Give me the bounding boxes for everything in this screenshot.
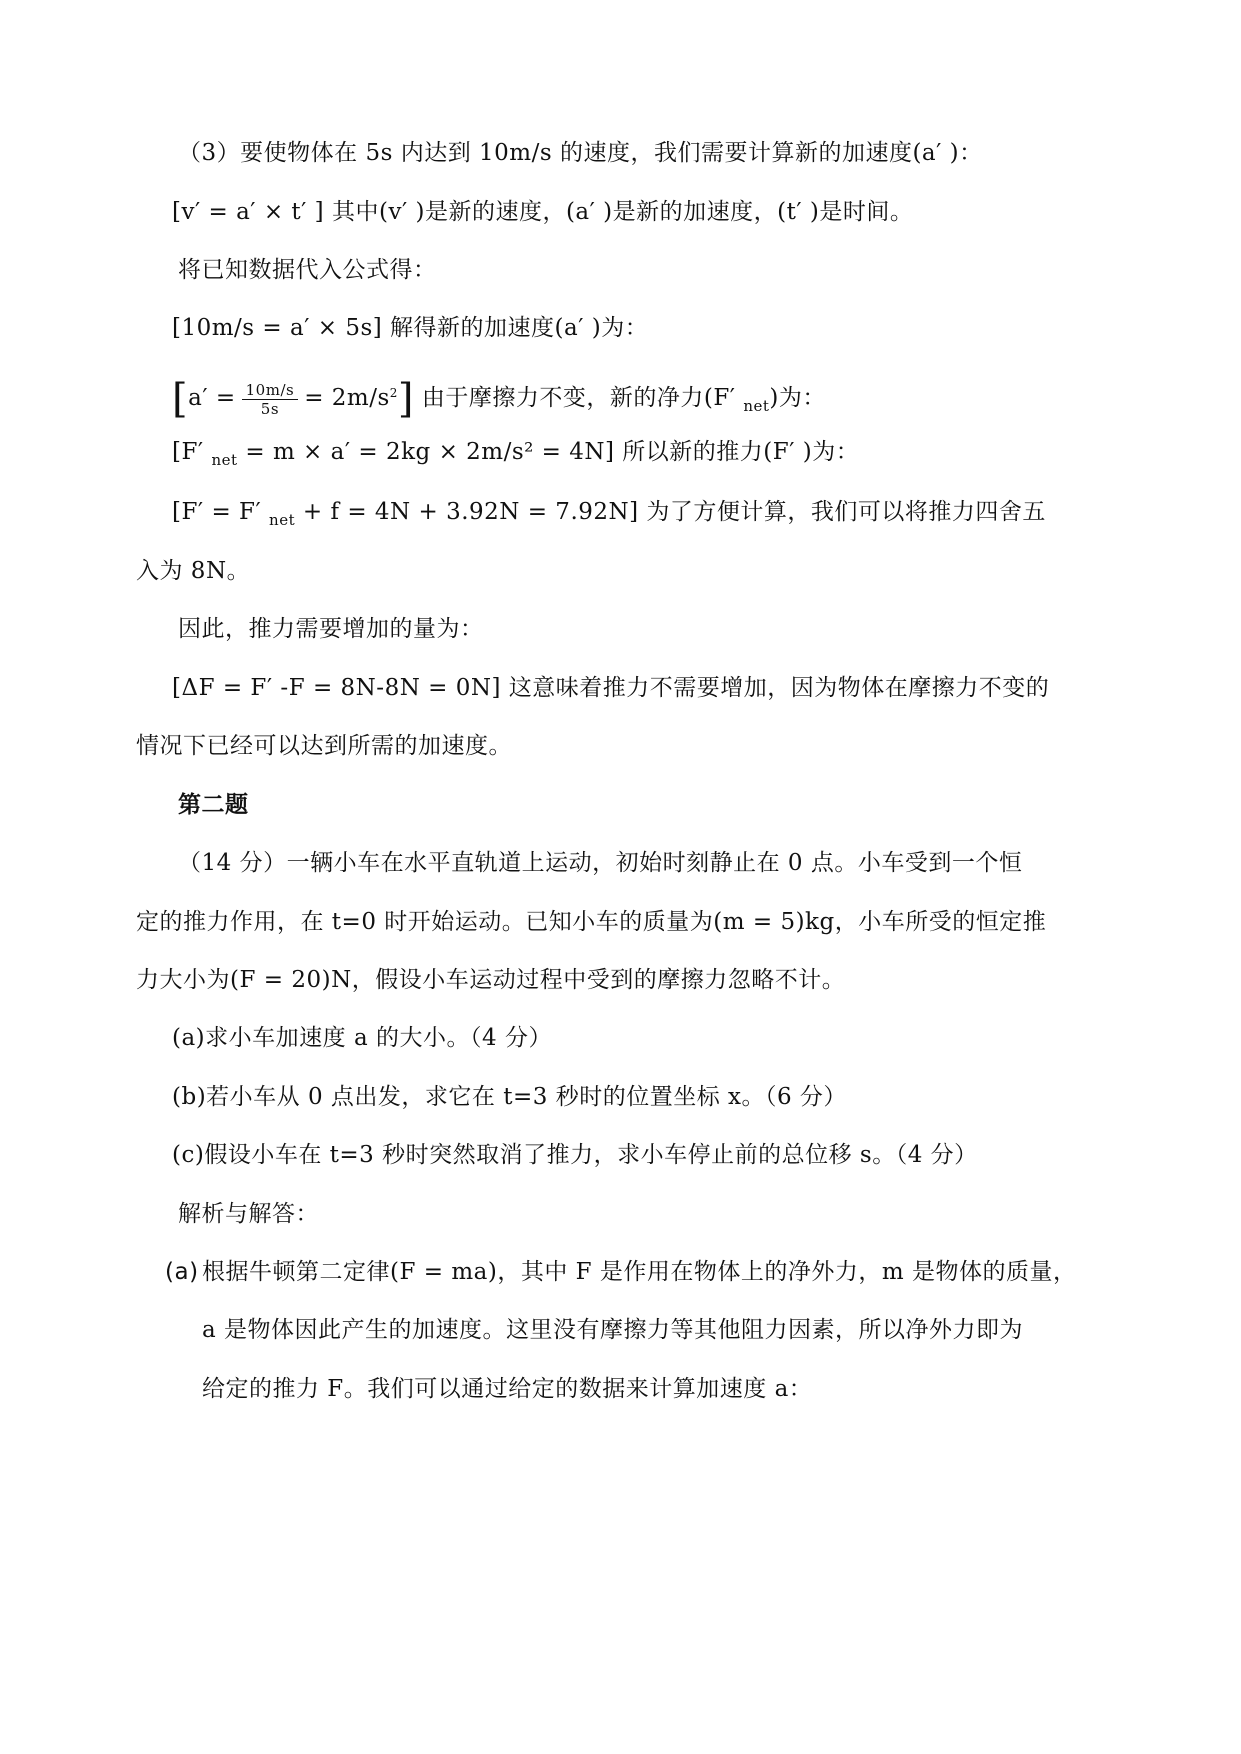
answer-a-text-3: 给定的推力 F。我们可以通过给定的数据来计算加速度 a： [202,1376,813,1402]
solution-label: 解析与解答： [178,1201,319,1227]
fnet-rest: = m × a′ = 2kg × 2m/s² = 4N] 所以新的推力(F′ )为： [237,439,860,465]
fraction-denominator: 5s [260,399,280,418]
question-c: (c)假设小车在 t=3 秒时突然取消了推力，求小车停止前的总位移 s。（4 分） [172,1142,978,1168]
problem-line-1: （14 分）一辆小车在水平直轨道上运动，初始时刻静止在 0 点。小车受到一个恒 [178,850,1023,876]
line-fnet [172,436,859,476]
section-heading: 第二题 [178,791,249,818]
answer-a-text-1: 根据牛顿第二定律(F = ma)，其中 F 是作用在物体上的净外力，m 是物体的质量， [202,1259,1077,1285]
line-fraction-formula [172,371,826,422]
problem-line-2: 定的推力作用，在 t=0 时开始运动。已知小车的质量为(m = 5)kg，小车所受的恒定推 [136,909,1047,935]
formula-end: )为： [769,385,826,411]
fraction-numerator: 10m/s [242,381,299,400]
answer-a-line-1 [165,1256,199,1288]
subscript-net: net [743,397,770,415]
line-formula-v: [v′ = a′ × t′ ] 其中(v′ )是新的速度，(a′ )是新的加速度，(t′ )是时间。 [172,199,914,225]
problem-line-3: 力大小为(F = 20)N，假设小车运动过程中受到的摩擦力忽略不计。 [136,967,846,993]
question-a: (a)求小车加速度 a 的大小。（4 分） [172,1025,552,1051]
formula-result: = 2m/s [304,385,390,411]
superscript: 2 [389,386,398,400]
line-round: 入为 8N。 [136,558,251,584]
answer-a-label: (a) [165,1259,199,1285]
left-bracket: [ [172,376,189,422]
subscript-net: net [269,511,296,529]
line-part3-intro: （3）要使物体在 5s 内达到 10m/s 的速度，我们需要计算新的加速度(a′ )： [178,140,983,166]
question-b: (b)若小车从 0 点出发，求它在 t=3 秒时的位置坐标 x。（6 分） [172,1084,847,1110]
line-therefore: 因此，推力需要增加的量为： [178,616,484,642]
line-fprime [172,496,1046,536]
fraction [242,381,299,418]
formula-prefix: a′ = [188,385,236,411]
right-bracket: ] [397,376,415,422]
fnet-prefix: [F′ [172,439,212,465]
line-formula-10ms: [10m/s = a′ × 5s] 解得新的加速度(a′ )为： [172,315,649,341]
fprime-rest: + f = 4N + 3.92N = 7.92N] 为了方便计算，我们可以将推力四舍五 [295,499,1046,525]
line-conclusion: 情况下已经可以达到所需的加速度。 [136,733,512,759]
answer-a-text-2: a 是物体因此产生的加速度。这里没有摩擦力等其他阻力因素，所以净外力即为 [202,1317,1024,1343]
fprime-prefix: [F′ = F′ [172,499,270,525]
line-substitute: 将已知数据代入公式得： [178,257,437,283]
line-delta-f: [ΔF = F′ -F = 8N-8N = 0N] 这意味着推力不需要增加，因为物体在摩擦力不变的 [172,675,1050,701]
formula-explanation: 由于摩擦力不变，新的净力(F′ [414,385,744,411]
subscript-net: net [211,451,238,469]
